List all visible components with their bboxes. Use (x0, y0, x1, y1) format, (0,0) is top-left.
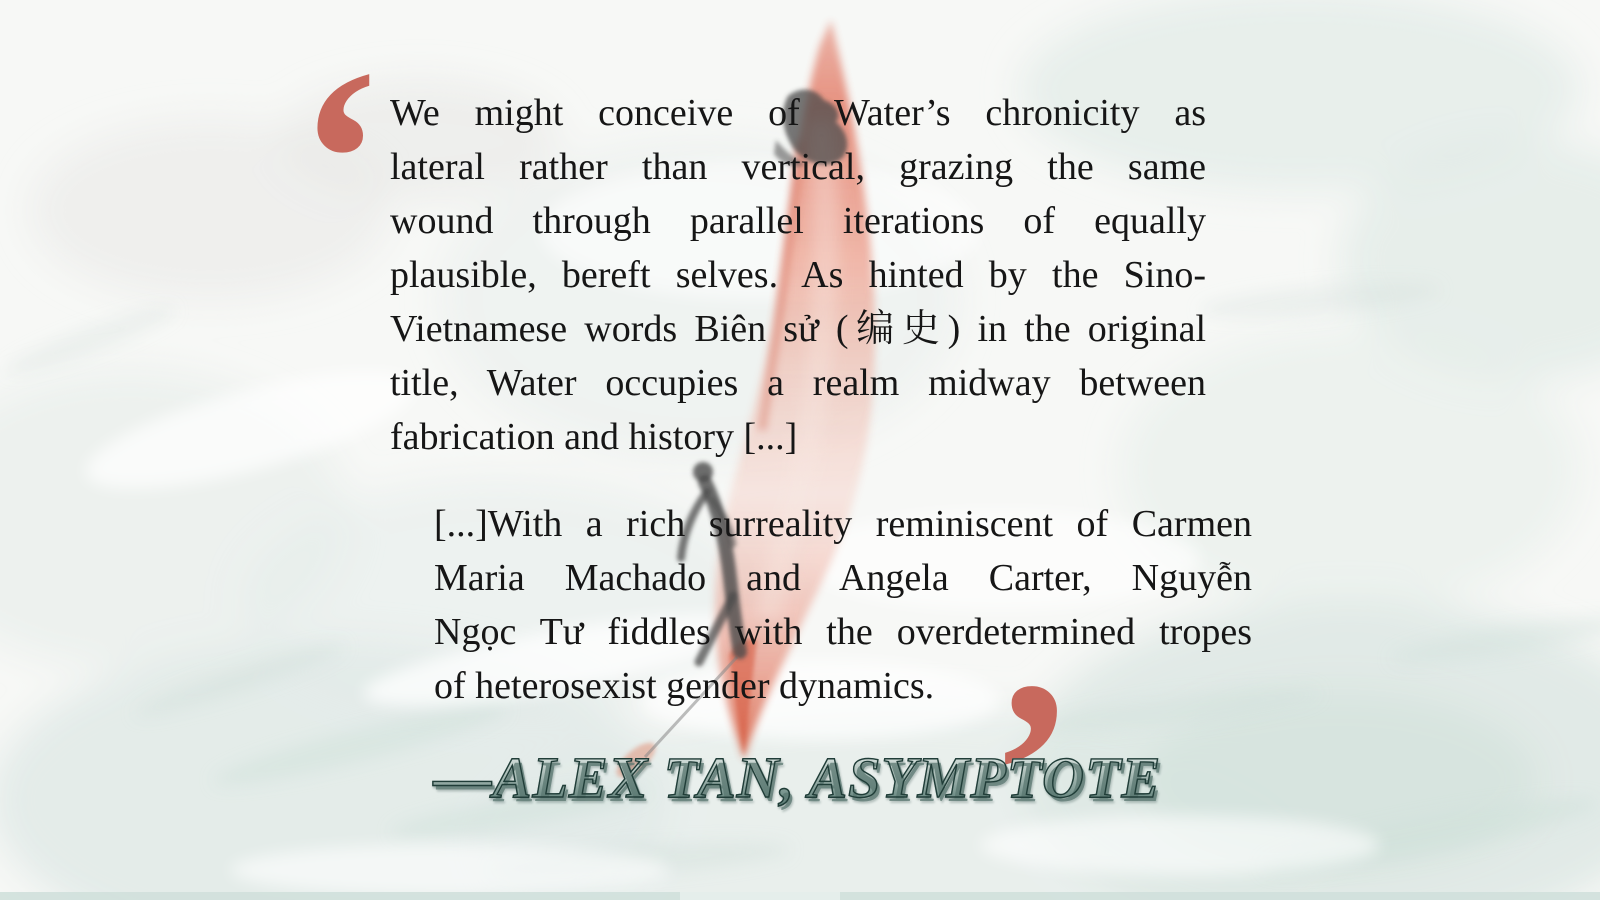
quote-line: Ngọc Tư fiddles with the overdetermined tropes (434, 611, 1252, 653)
opening-quote-icon: ‘ (297, 16, 384, 304)
quote-line: plausible, bereft selves. As hinted by the Sino- (390, 254, 1206, 296)
quote-paragraph-primary (390, 86, 1206, 464)
quote-line: title, Water occupies a realm midway between (390, 362, 1206, 404)
quote-line: wound through parallel iterations of equally (390, 200, 1206, 242)
quote-paragraph-secondary (434, 497, 1252, 713)
quote-line: We might conceive of Water’s chronicity as (390, 92, 1206, 134)
quote-line: Vietnamese words Biên sử (编史) in the original (390, 308, 1206, 350)
quote-line: Maria Machado and Angela Carter, Nguyễn (434, 557, 1252, 599)
quote-line: of heterosexist gender dynamics. (434, 665, 935, 707)
bottom-edge-strip (0, 892, 1600, 900)
attribution-line: —ALEX TAN, ASYMPTOTE (325, 744, 1270, 811)
quote-line: fabrication and history [...] (390, 416, 798, 458)
quote-line: [...]With a rich surreality reminiscent of Carmen (434, 503, 1252, 545)
quote-line: lateral rather than vertical, grazing the same (390, 146, 1206, 188)
